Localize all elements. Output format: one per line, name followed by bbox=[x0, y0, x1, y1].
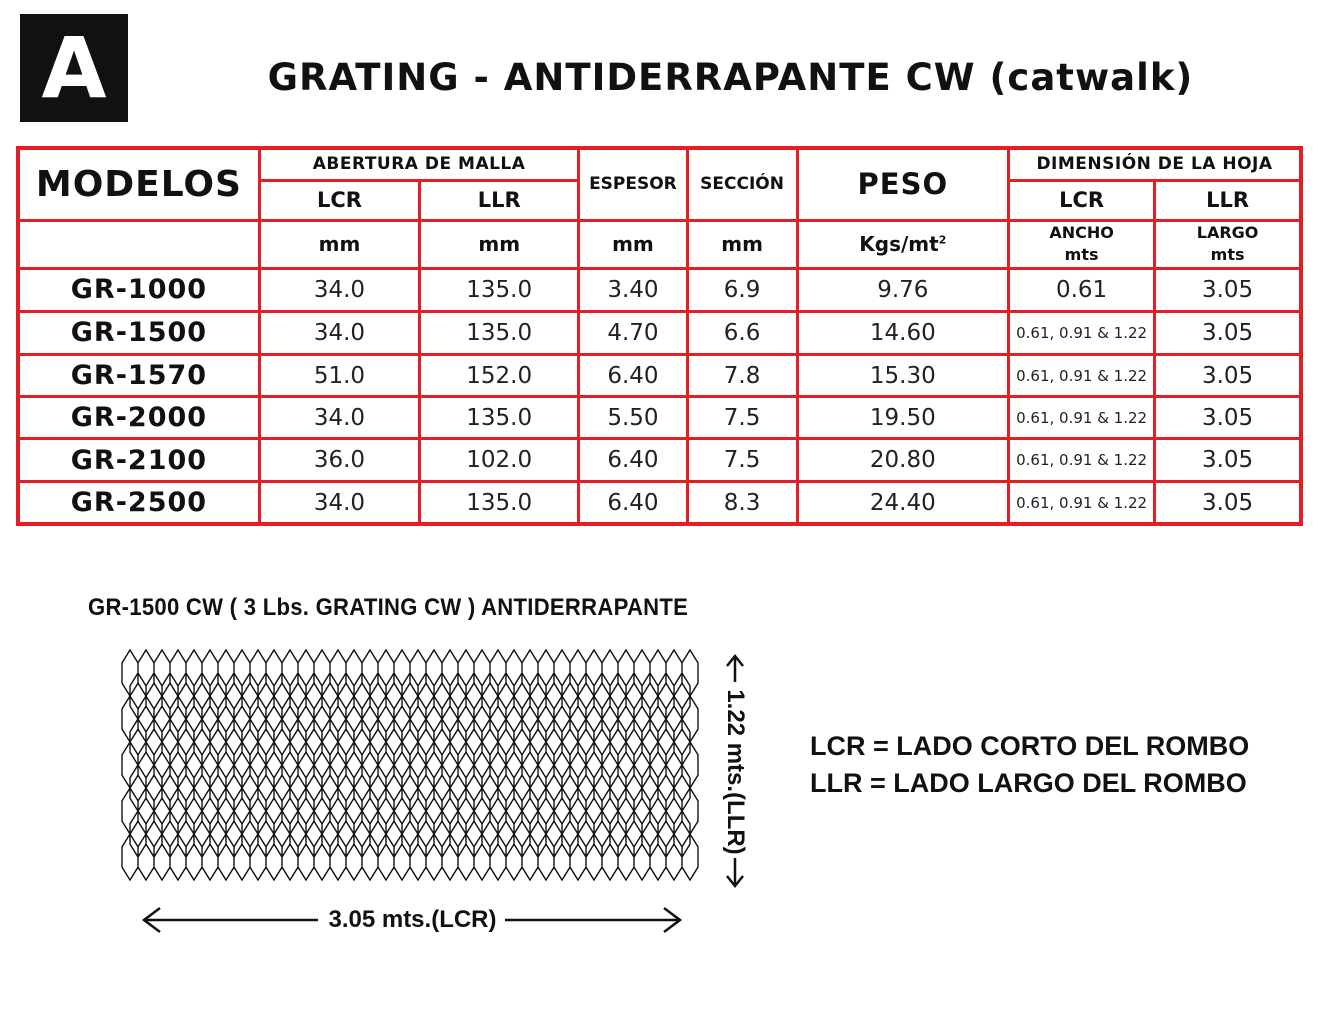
unit-seccion: mm bbox=[687, 220, 797, 268]
largo-label: LARGO bbox=[1196, 223, 1259, 243]
unit-espesor: mm bbox=[579, 220, 687, 268]
cell-peso: 20.80 bbox=[797, 439, 1008, 482]
cell-seccion: 8.3 bbox=[687, 482, 797, 524]
cell-seccion: 6.9 bbox=[687, 268, 797, 311]
grating-mesh-illustration bbox=[118, 648, 702, 884]
cell-model: GR-2100 bbox=[18, 439, 259, 482]
cell-ancho: 0.61, 0.91 & 1.22 bbox=[1008, 355, 1154, 397]
table-row bbox=[18, 482, 1301, 524]
cell-seccion: 7.5 bbox=[687, 439, 797, 482]
mesh-cells bbox=[122, 650, 698, 880]
cell-peso: 24.40 bbox=[797, 482, 1008, 524]
page-title: GRATING - ANTIDERRAPANTE CW (catwalk) bbox=[267, 56, 1194, 99]
ancho-label: ANCHO bbox=[1049, 223, 1114, 243]
header-espesor: ESPESOR bbox=[579, 148, 687, 220]
header-dim-lcr: LCR bbox=[1008, 180, 1154, 220]
cell-model: GR-2000 bbox=[18, 397, 259, 439]
cell-espesor: 5.50 bbox=[579, 397, 687, 439]
height-label: 1.22 mts.(LLR) bbox=[722, 689, 749, 855]
ancho-unit: mts bbox=[1064, 245, 1099, 265]
cell-llr: 152.0 bbox=[420, 355, 579, 397]
cell-model: GR-1500 bbox=[18, 311, 259, 354]
cell-model: GR-1000 bbox=[18, 268, 259, 311]
cell-largo: 3.05 bbox=[1155, 268, 1301, 311]
cell-model: GR-2500 bbox=[18, 482, 259, 524]
cell-espesor: 6.40 bbox=[579, 355, 687, 397]
cell-llr: 135.0 bbox=[420, 482, 579, 524]
table-row bbox=[18, 355, 1301, 397]
cell-lcr: 34.0 bbox=[259, 268, 419, 311]
cell-llr: 135.0 bbox=[420, 397, 579, 439]
cell-largo: 3.05 bbox=[1155, 355, 1301, 397]
cell-espesor: 4.70 bbox=[579, 311, 687, 354]
legend-lcr: LCR = LADO CORTO DEL ROMBO bbox=[810, 731, 1250, 761]
header-seccion: SECCIÓN bbox=[687, 148, 797, 220]
unit-peso-text: Kgs/mt bbox=[859, 232, 939, 257]
cell-llr: 102.0 bbox=[420, 439, 579, 482]
cell-largo: 3.05 bbox=[1155, 311, 1301, 354]
cell-lcr: 34.0 bbox=[259, 311, 419, 354]
width-label: 3.05 mts.(LCR) bbox=[328, 906, 497, 933]
unit-llr: mm bbox=[420, 220, 579, 268]
cell-lcr: 34.0 bbox=[259, 482, 419, 524]
width-dimension bbox=[140, 898, 685, 948]
cell-peso: 9.76 bbox=[797, 268, 1008, 311]
cell-ancho: 0.61, 0.91 & 1.22 bbox=[1008, 482, 1154, 524]
table-row bbox=[18, 439, 1301, 482]
header-lcr: LCR bbox=[259, 180, 419, 220]
table-row bbox=[18, 268, 1301, 311]
cell-llr: 135.0 bbox=[420, 311, 579, 354]
cell-ancho: 0.61, 0.91 & 1.22 bbox=[1008, 397, 1154, 439]
cell-ancho: 0.61, 0.91 & 1.22 bbox=[1008, 439, 1154, 482]
header-dimension: DIMENSIÓN DE LA HOJA bbox=[1008, 148, 1301, 180]
header-modelos: MODELOS bbox=[18, 148, 259, 220]
unit-lcr: mm bbox=[259, 220, 419, 268]
unit-largo bbox=[1155, 220, 1301, 268]
cell-espesor: 3.40 bbox=[579, 268, 687, 311]
unit-peso bbox=[797, 220, 1008, 268]
legend-llr: LLR = LADO LARGO DEL ROMBO bbox=[810, 768, 1247, 798]
cell-seccion: 7.5 bbox=[687, 397, 797, 439]
height-dimension bbox=[710, 652, 760, 892]
cell-lcr: 34.0 bbox=[259, 397, 419, 439]
cell-llr: 135.0 bbox=[420, 268, 579, 311]
header-llr: LLR bbox=[420, 180, 579, 220]
cell-seccion: 7.8 bbox=[687, 355, 797, 397]
cell-seccion: 6.6 bbox=[687, 311, 797, 354]
cell-peso: 19.50 bbox=[797, 397, 1008, 439]
cell-largo: 3.05 bbox=[1155, 482, 1301, 524]
cell-ancho: 0.61 bbox=[1008, 268, 1154, 311]
brand-logo: A bbox=[20, 14, 128, 122]
header-blank bbox=[18, 220, 259, 268]
cell-peso: 14.60 bbox=[797, 311, 1008, 354]
table-row bbox=[18, 311, 1301, 354]
cell-lcr: 36.0 bbox=[259, 439, 419, 482]
cell-espesor: 6.40 bbox=[579, 439, 687, 482]
spec-table bbox=[16, 146, 1303, 526]
cell-peso: 15.30 bbox=[797, 355, 1008, 397]
legend bbox=[810, 728, 1249, 802]
diagram-title: GR-1500 CW ( 3 Lbs. GRATING CW ) ANTIDERRAPANTE bbox=[88, 594, 689, 621]
cell-lcr: 51.0 bbox=[259, 355, 419, 397]
largo-unit: mts bbox=[1210, 245, 1245, 265]
cell-largo: 3.05 bbox=[1155, 439, 1301, 482]
cell-ancho: 0.61, 0.91 & 1.22 bbox=[1008, 311, 1154, 354]
unit-peso-sup: 2 bbox=[938, 233, 947, 247]
header-dim-llr: LLR bbox=[1155, 180, 1301, 220]
header-abertura: ABERTURA DE MALLA bbox=[259, 148, 578, 180]
header-peso: PESO bbox=[797, 148, 1008, 220]
cell-largo: 3.05 bbox=[1155, 397, 1301, 439]
table-row bbox=[18, 397, 1301, 439]
cell-model: GR-1570 bbox=[18, 355, 259, 397]
unit-ancho bbox=[1008, 220, 1154, 268]
cell-espesor: 6.40 bbox=[579, 482, 687, 524]
